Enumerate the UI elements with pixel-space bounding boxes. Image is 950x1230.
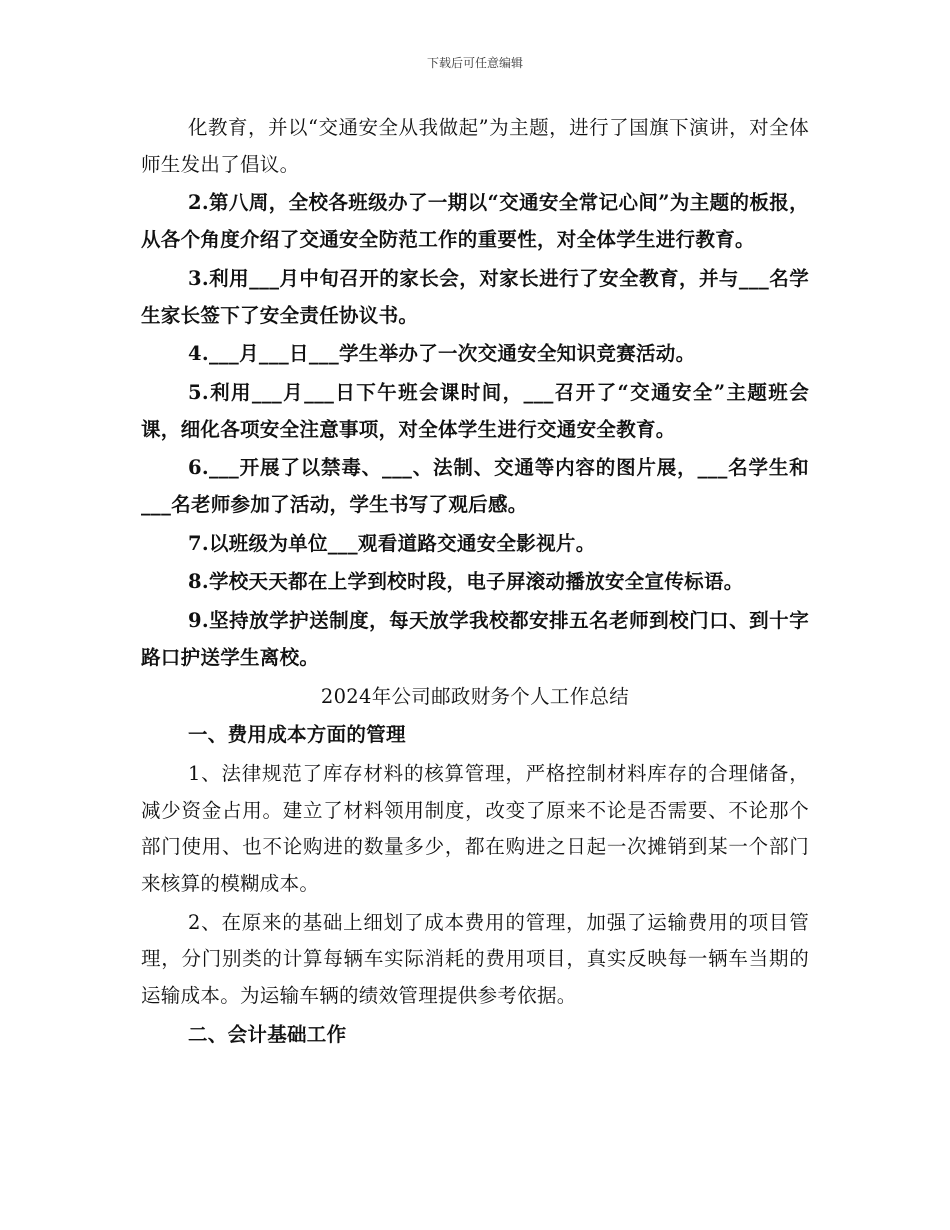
page-header: 下载后可任意编辑 <box>426 56 523 70</box>
document-title: 2024年公司邮政财务个人工作总结 <box>320 684 630 708</box>
list-item-5: 5.利用___月___日下午班会课时间，___召开了“交通安全”主题班会课，细化各项安全注意事项，对全体学生进行交通安全教育。 <box>141 380 809 441</box>
list-item-7: 7.以班级为单位___观看道路交通安全影视片。 <box>188 531 596 555</box>
section-heading-1: 一、费用成本方面的管理 <box>188 723 406 747</box>
list-item-6: 6.___开展了以禁毒、___、法制、交通等内容的图片展，___名学生和___名老师参加了活动，学生书写了观后感。 <box>141 456 809 517</box>
paragraph-continuation: 化教育，并以“交通安全从我做起”为主题，进行了国旗下演讲，对全体师生发出了倡议。 <box>141 116 809 176</box>
list-item-4: 4.___月___日___学生举办了一次交通安全知识竞赛活动。 <box>188 342 696 366</box>
list-item-9: 9.坚持放学护送制度，每天放学我校都安排五名老师到校门口、到十字路口护送学生离校。 <box>141 609 809 669</box>
list-item-3: 3.利用___月中旬召开的家长会，对家长进行了安全教育，并与___名学生家长签下了安全责任协议书。 <box>141 266 809 327</box>
section-paragraph-2: 2、在原来的基础上细划了成本费用的管理，加强了运输费用的项目管理，分门别类的计算每辆车实际消耗的费用项目，真实反映每一辆车当期的运输成本。为运输车辆的绩效管理提供参考依据。 <box>141 910 809 1008</box>
list-item-8: 8.学校天天都在上学到校时段，电子屏滚动播放安全宣传标语。 <box>188 570 744 594</box>
section-paragraph-1: 1、法律规范了库存材料的核算管理，严格控制材料库存的合理储备，减少资金占用。建立了材料领用制度，改变了原来不论是否需要、不论那个部门使用、也不论购进的数量多少，都在购进之日起一次摊销到某一个部门来核算的模糊成本。 <box>141 761 809 896</box>
section-heading-2: 二、会计基础工作 <box>188 1022 347 1046</box>
document-body <box>141 110 809 1054</box>
list-item-2: 2.第八周，全校各班级办了一期以“交通安全常记心间”为主题的板报，从各个角度介绍了交通安全防范工作的重要性，对全体学生进行教育。 <box>141 191 809 252</box>
